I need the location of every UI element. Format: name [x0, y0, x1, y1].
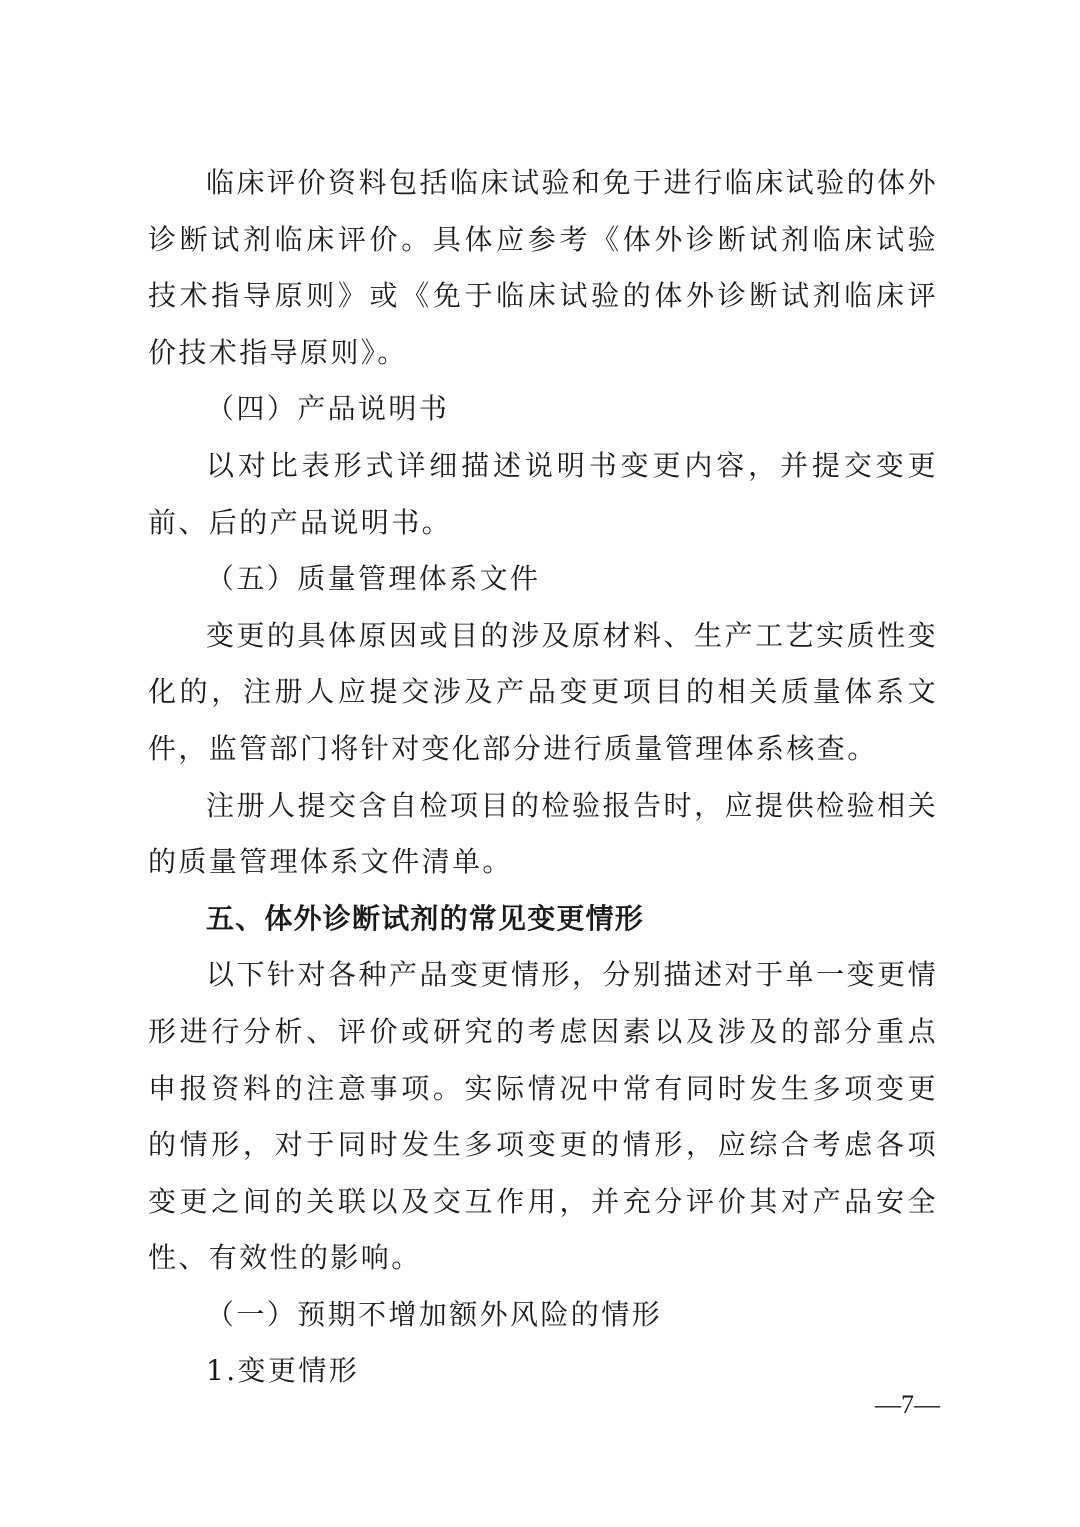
body-text [148, 155, 938, 1400]
paragraph-change-analysis: 以下针对各种产品变更情形，分别描述对于单一变更情形进行分析、评价或研究的考虑因素以及涉及的部分重点申报资料的注意事项。实际情况中常有同时发生多项变更的情形，对于同时发生多项变更的情形，应综合考虑各项变更之间的关联以及交互作用，并充分评价其对产品安全性、有效性的影响。 [148, 958, 938, 1275]
section-title-common-changes: 五、体外诊断试剂的常见变更情形 [206, 901, 645, 935]
paragraph-instructions-comparison: 以对比表形式详细描述说明书变更内容，并提交变更前、后的产品说明书。 [148, 448, 938, 539]
paragraph-clinical-evaluation: 临床评价资料包括临床试验和免于进行临床试验的体外诊断试剂临床评价。具体应参考《体外诊断试剂临床试验技术指导原则》或《免于临床试验的体外诊断试剂临床评价技术指导原则》。 [148, 166, 938, 369]
page-number: —7— [875, 1390, 940, 1419]
heading-product-instructions: （四）产品说明书 [206, 392, 450, 426]
heading-no-additional-risk: （一）预期不增加额外风险的情形 [206, 1297, 663, 1331]
paragraph-quality-system-changes: 变更的具体原因或目的涉及原材料、生产工艺实质性变化的，注册人应提交涉及产品变更项目的相关质量体系文件，监管部门将针对变化部分进行质量管理体系核查。 [148, 618, 938, 765]
heading-change-situations: 1.变更情形 [206, 1354, 360, 1388]
paragraph-self-test-report: 注册人提交含自检项目的检验报告时，应提供检验相关的质量管理体系文件清单。 [148, 788, 938, 879]
heading-quality-management: （五）质量管理体系文件 [206, 562, 541, 596]
